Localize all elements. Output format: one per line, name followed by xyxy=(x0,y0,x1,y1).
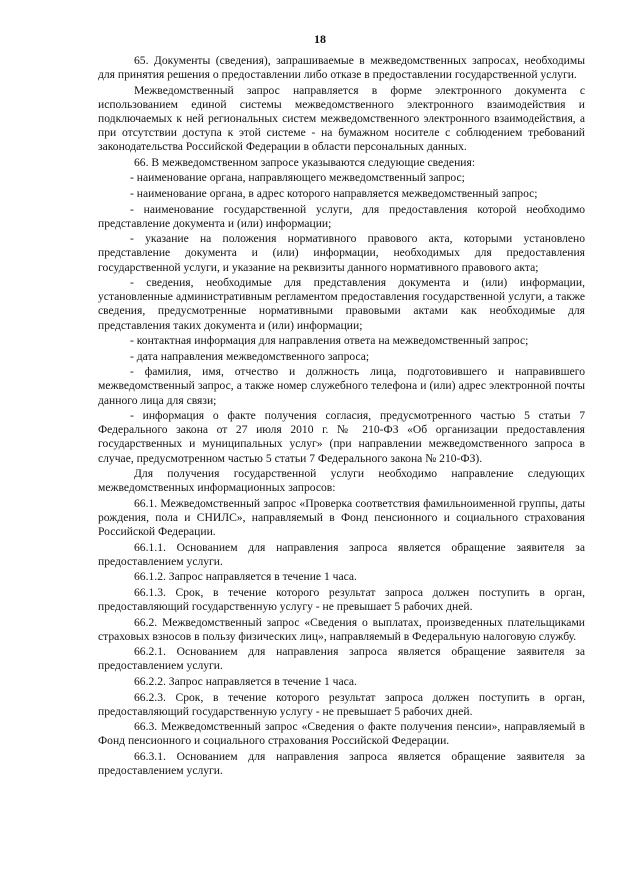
paragraph: 66.2.2. Запрос направляется в течение 1 часа. xyxy=(134,674,357,688)
page-number: 18 xyxy=(314,32,326,46)
paragraph: Для получения государственной услуги необходимо направление следующих межведомственных информационных запросов: xyxy=(98,467,585,495)
paragraph: 66.1.3. Срок, в течение которого результат запроса должен поступить в орган, предоставляющий государственную услугу - не превышает 5 рабочих дней. xyxy=(98,585,585,614)
paragraph: Межведомственный запрос направляется в форме электронного документа с использованием единой системы межведомственного электронного взаимодействия и подключаемых к ней региональных систем межведомственного электронного взаимодействия, а при отсутствии доступа к этой системе - на бумажном носителе с соблюдением требований законодательства Российской Федерации в области персональных данных. xyxy=(98,83,585,154)
list-item: - контактная информация для направления ответа на межведомственный запрос; xyxy=(130,334,529,348)
paragraph: 66.3. Межведомственный запрос «Сведения о факте получения пенсии», направляемый в Фонд пенсионного и социального страхования Российской Федерации. xyxy=(98,720,585,748)
list-item: - указание на положения нормативного правового акта, которыми установлено представление документа и (или) информации, необходимых для предоставления государственной услуги, и указание на реквизиты данного нормативного правового акта; xyxy=(98,232,585,274)
list-item: - наименование органа, направляющего межведомственный запрос; xyxy=(130,171,465,185)
paragraph: 66.1.1. Основанием для направления запроса является обращение заявителя за предоставлением услуги. xyxy=(98,540,585,568)
paragraph: 66.2.1. Основанием для направления запроса является обращение заявителя за предоставлением услуги. xyxy=(98,645,585,673)
paragraph: 66. В межведомственном запросе указываются следующие сведения: xyxy=(134,155,476,169)
list-item: - сведения, необходимые для представления документа и (или) информации, установленные административным регламентом предоставления государственной услуги, а также сведения, предусмотренные нормативными правовыми актами как необходимые для представления таких документа и (или) информации; xyxy=(98,276,585,332)
list-item: - дата направления межведомственного запроса; xyxy=(130,349,370,363)
paragraph: 66.1.2. Запрос направляется в течение 1 часа. xyxy=(134,570,357,584)
paragraph: 65. Документы (сведения), запрашиваемые в межведомственных запросах, необходимы для принятия решения о предоставлении либо отказе в предоставлении государственной услуги. xyxy=(98,54,585,82)
list-item: - наименование органа, в адрес которого направляется межведомственный запрос; xyxy=(130,186,538,200)
paragraph: 66.1. Межведомственный запрос «Проверка соответствия фамильноименной группы, даты рождения, пола и СНИЛС», направляемый в Фонд пенсионного и социального страхования Российской Федерации. xyxy=(98,496,585,539)
list-item: - информация о факте получения согласия, предусмотренного частью 5 статьи 7 Федерального закона от 27 июля 2010 г. № 210-ФЗ «Об организации предоставления государственных и муниципальных услуг» (при направлении межведомственного запроса в случае, предусмотренном частью 5 статьи 7 Федерального закона № 210-ФЗ). xyxy=(98,409,585,465)
paragraph: 66.2.3. Срок, в течение которого результат запроса должен поступить в орган, предоставляющий государственную услугу - не превышает 5 рабочих дней. xyxy=(98,690,585,718)
list-item: - наименование государственной услуги, для предоставления которой необходимо представление документа и (или) информации; xyxy=(98,202,585,230)
list-item: - фамилия, имя, отчество и должность лица, подготовившего и направившего межведомственный запрос, а также номер служебного телефона и (или) адрес электронной почты данного лица для связи; xyxy=(98,365,585,407)
paragraph: 66.2. Межведомственный запрос «Сведения о выплатах, произведенных плательщиками страховых взносов в пользу физических лиц», направляемый в Федеральную налоговую службу. xyxy=(98,615,585,643)
document-body xyxy=(98,54,585,780)
paragraph: 66.3.1. Основанием для направления запроса является обращение заявителя за предоставлением услуги. xyxy=(98,749,585,778)
